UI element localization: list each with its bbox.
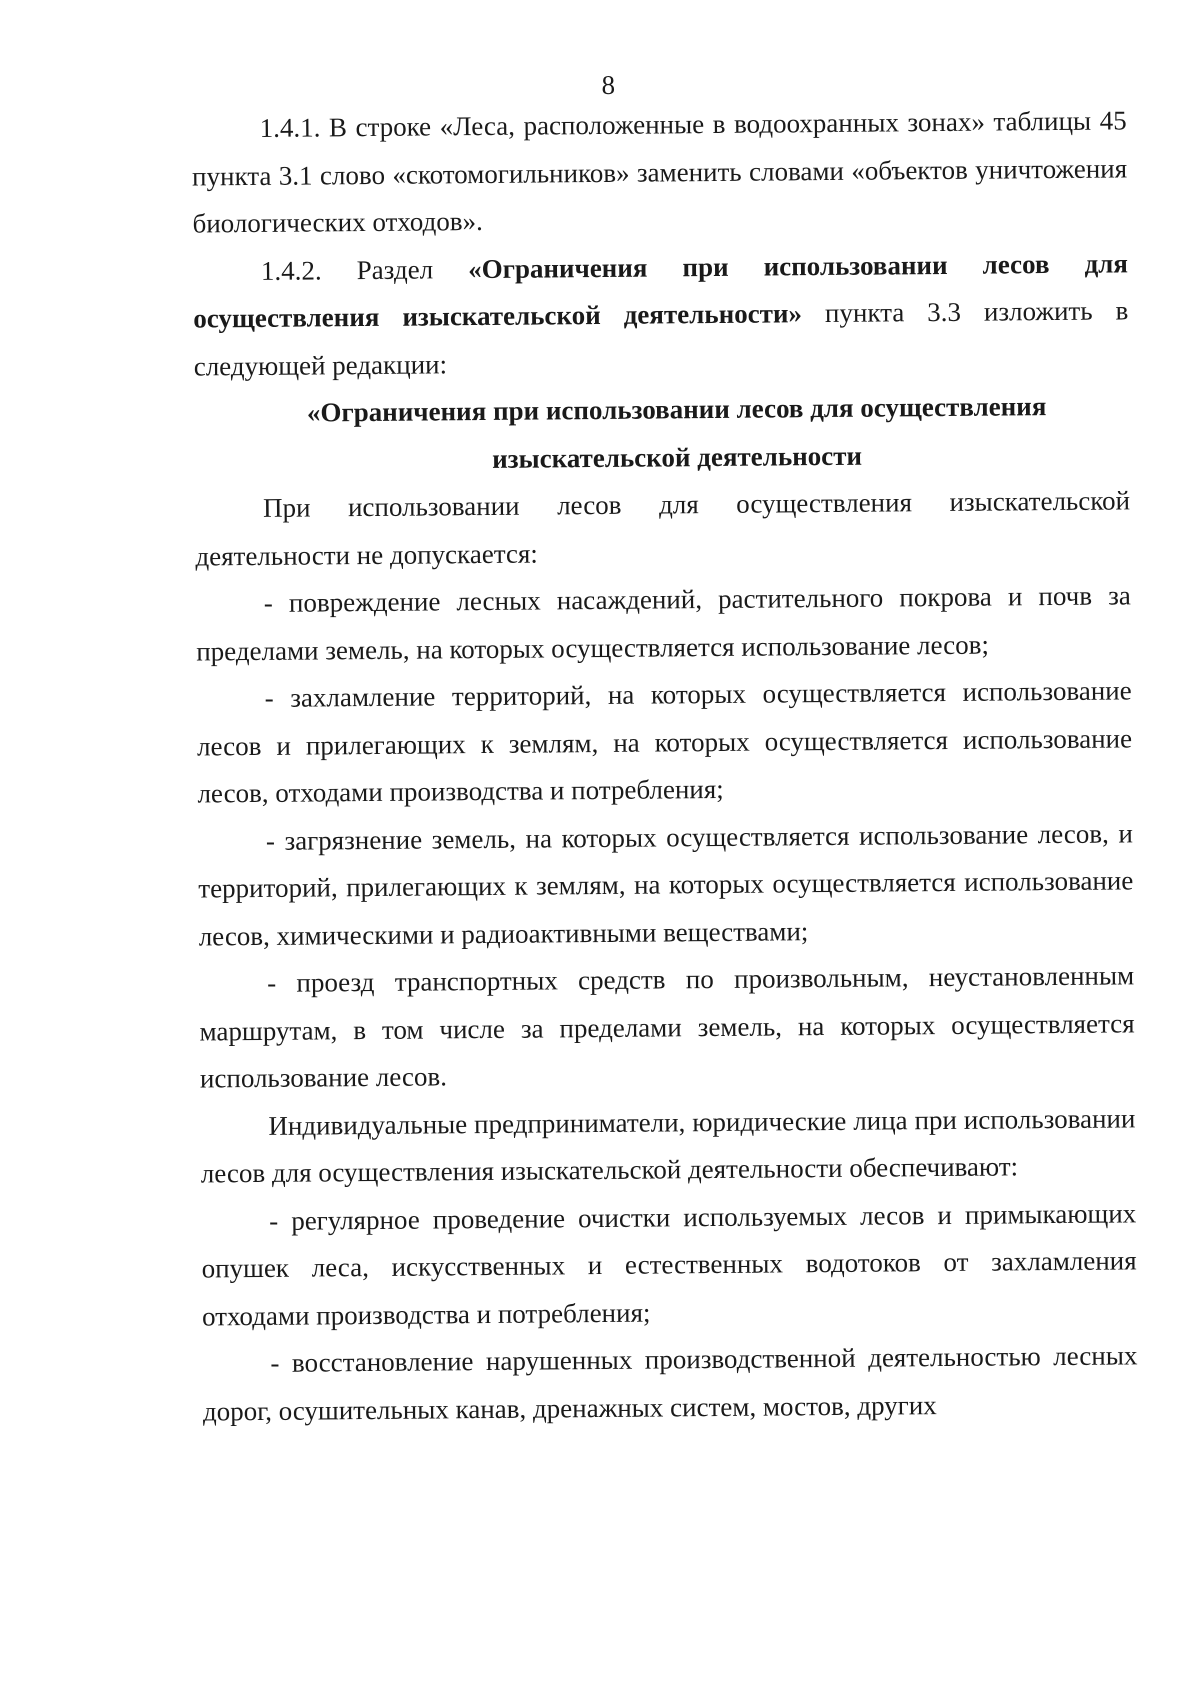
paragraph-1-4-2-prefix: 1.4.2. Раздел <box>260 253 469 286</box>
page-number: 8 <box>601 69 616 100</box>
list-item-cleaning: - регулярное проведение очистки используемых лесов и примыкающих опушек леса, искусственных и естественных водотоков от захламления отходами производства и потребления; <box>201 1197 1137 1331</box>
section-title-quote: «Ограничения при использовании лесов для осуществления изыскательской деятельности» <box>193 247 1129 334</box>
paragraph-1-4-2-suffix: пункта 3.3 изложить в следующей редакции: <box>193 295 1129 382</box>
list-item-damage: - повреждение лесных насаждений, растительного покрова и почв за пределами земель, на которых осуществляется использование лесов; <box>196 580 1131 667</box>
paragraph-obligations-intro: Индивидуальные предприниматели, юридические лица при использовании лесов для осуществления изыскательской деятельности обеспечивают: <box>200 1102 1136 1189</box>
list-item-restoration: - восстановление нарушенных производственной деятельностью лесных дорог, осушительных канав, дренажных систем, мостов, других <box>202 1340 1138 1426</box>
document-body <box>191 97 1138 1435</box>
section-heading <box>194 382 1130 485</box>
list-item-littering: - захламление территорий, на которых осуществляется использование лесов и прилегающих к землям, на которых осуществляется использование лесов, отходами производства и потребления; <box>196 675 1133 809</box>
list-item-pollution: - загрязнение земель, на которых осуществляется использование лесов, и территорий, прилегающих к землям, на которых осуществляется использование лесов, химическими и радиоактивными веществами; <box>198 817 1134 952</box>
section-heading-line-2: изыскательской деятельности <box>492 440 863 474</box>
paragraph-1-4-2 <box>193 240 1129 391</box>
paragraph-1-4-1: 1.4.1. В строке «Леса, расположенные в водоохранных зонах» таблицы 45 пункта 3.1 слово «скотомогильников» заменить словами «объектов уничтожения биологических отходов». <box>191 105 1128 239</box>
paragraph-prohibitions-intro: При использовании лесов для осуществления изыскательской деятельности не допускается: <box>195 485 1131 572</box>
list-item-vehicle-travel: - проезд транспортных средств по произвольным, неустановленным маршрутам, в том числе за пределами земель, на которых осуществляется использование лесов. <box>199 960 1135 1094</box>
section-heading-line-1: «Ограничения при использовании лесов для осуществления <box>306 391 1047 428</box>
